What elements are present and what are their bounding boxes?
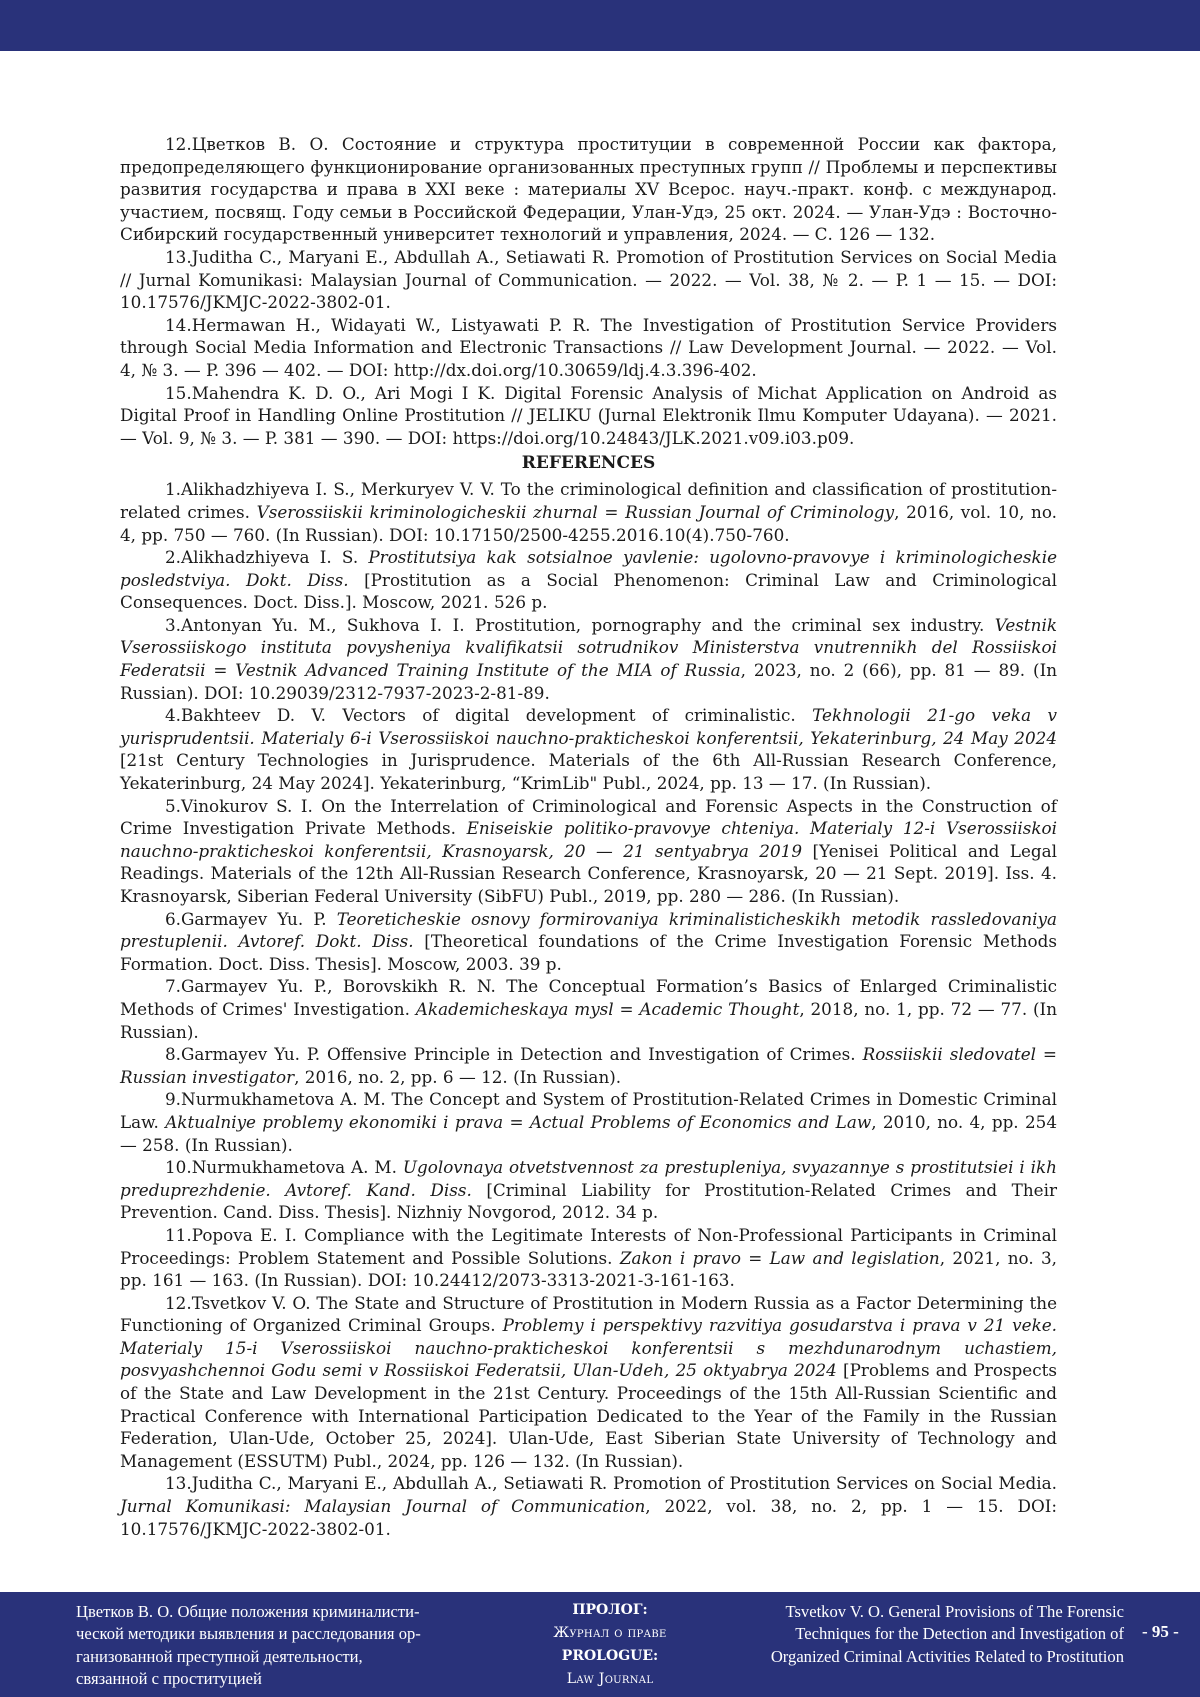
- references-heading: REFERENCES: [521, 453, 656, 474]
- footer-article-title-en: [700, 1601, 1124, 1668]
- reference-entry: [120, 133, 1057, 246]
- page-footer: [0, 1592, 1200, 1697]
- reference-text: Hermawan H., Widayati W., Listyawati P. R. The Investigation of Prostitution Service Providers through Social Media Information and Electronic Transactions // Law Development Journal. — 2022. — Vol. 4, № 3. — P. 396 — 402. — DOI: http://dx.doi.org/10.30659/ldj.4.3.396-402.: [120, 314, 1057, 380]
- reference-entry: [120, 795, 1057, 908]
- russian-reference-list: [120, 133, 1057, 449]
- reference-source-title: Jurnal Komunikasi: Malaysian Journal of Communication: [120, 1496, 646, 1517]
- english-reference-list: [120, 478, 1057, 1540]
- reference-entry: [120, 975, 1057, 1043]
- reference-text: Tsvetkov V. O. The State and Structure of Prostitution in Modern Russia as a Factor Determining the Functioning of Organized Criminal Groups.: [120, 1292, 1057, 1336]
- reference-source-title: Eniseiskie politiko-pravovye chteniya. Materialy 12-i Vserossiiskoi nauchno-prakticheskoi konferentsii, Krasnoyarsk, 20 — 21 sentyabrya 2019: [120, 818, 1058, 861]
- reference-number: 1.: [165, 479, 182, 500]
- reference-source-title: Zakon i pravo = Law and legislation: [619, 1247, 940, 1268]
- reference-number: 6.: [165, 908, 182, 929]
- reference-source-title: Prostitutsiya kak sotsialnoe yavlenie: ugolovno-pravovye i kriminologicheskie posledstviya. Dokt. Diss.: [120, 547, 1057, 590]
- reference-source-title: Teoreticheskie osnovy formirovaniya kriminalisticheskikh metodik rassledovaniya prestuplenii. Avtoref. Dokt. Diss.: [120, 908, 1057, 952]
- reference-number: 5.: [165, 795, 182, 816]
- reference-number: 12.: [165, 134, 192, 154]
- page-number: - 95 -: [1142, 1622, 1179, 1641]
- reference-entry: [120, 908, 1057, 976]
- reference-source-title: Tekhnologii 21-go veka v yurisprudentsii. Materialy 6-i Vserossiiskoi nauchno-prakticheskoi konferentsii, Yekaterinburg, 24 May 2024: [120, 705, 1058, 748]
- reference-entry: [120, 382, 1057, 450]
- reference-number: 4.: [165, 705, 182, 726]
- reference-text: Antonyan Yu. M., Sukhova I. I. Prostitution, pornography and the criminal sex industry.: [181, 614, 995, 635]
- footer-left-line: связанной с проституцией: [76, 1669, 262, 1689]
- footer-left-line: ческой методики выявления и расследования ор-: [76, 1624, 421, 1644]
- footer-right-line: Organized Criminal Activities Related to Prostitution: [770, 1646, 1124, 1666]
- reference-details: , 2010, no. 4, pp. 254 — 258. (In Russian).: [120, 1111, 1057, 1155]
- reference-text: Juditha C., Maryani E., Abdullah A., Setiawati R. Promotion of Prostitution Services on Social Media // Jurnal Komunikasi: Malaysian Journal of Communication. — 2022. — Vol. 38, № 2. — P. 1 — 15. — DOI: 10.17576/JKMJC-2022-3802-01.: [120, 246, 1057, 313]
- reference-details: , 2022, vol. 38, no. 2, pp. 1 — 15. DOI: 10.17576/JKMJC-2022-3802-01.: [120, 1496, 1057, 1539]
- reference-text: Juditha C., Maryani E., Abdullah A., Setiawati R. Promotion of Prostitution Services on Social Media.: [191, 1473, 1057, 1494]
- reference-number: 12.: [165, 1292, 192, 1313]
- footer-right-line: Tsvetkov V. O. General Provisions of The Forensic: [785, 1602, 1124, 1621]
- reference-number: 2.: [165, 547, 182, 568]
- reference-details: [21st Century Technologies in Jurisprudence. Materials of the 6th All-Russian Research Conference, Yekaterinburg, 24 May 2024]. Yekaterinburg, “KrimLib" Publ., 2024, pp. 13 — 17. (In Russian).: [120, 750, 1057, 794]
- reference-source-title: Vestnik Vserossiiskogo instituta povysheniya kvalifikatsii sotrudnikov Ministerstva vnutrennikh del Rossiiskoi Federatsii = Vestnik Advanced Training Institute of the MIA of Russia: [120, 614, 1057, 681]
- reference-source-title: Aktualniye problemy ekonomiki i prava = Actual Problems of Economics and Law: [165, 1111, 872, 1132]
- reference-entry: [120, 246, 1057, 314]
- reference-text: Цветков В. О. Состояние и структура проституции в современной России как фактора, предопределяющего функционирование организованных преступных групп // Проблемы и перспективы развития государства и права в XXI веке : материалы XV Всерос. науч.-практ. конф. с международ. участием, посвящ. Году семьи в Российской Федерации, Улан-Удэ, 25 окт. 2024. — Улан-Удэ : Восточно-Сибирский государственный университет технологий и управления, 2024. — С. 126 — 132.: [120, 134, 1057, 245]
- reference-text: Bakhteev D. V. Vectors of digital development of criminalistic.: [181, 705, 813, 726]
- reference-details: , 2023, no. 2 (66), pp. 81 — 89. (In Russian). DOI: 10.29039/2312-7937-2023-2-81-89.: [120, 660, 1058, 703]
- reference-number: 10.: [165, 1157, 192, 1178]
- reference-number: 9.: [165, 1089, 182, 1110]
- journal-subtitle-ru: Журнал о праве: [553, 1625, 667, 1641]
- reference-source-title: Ugolovnaya otvetstvennost za prestupleniya, svyazannye s prostitutsiei i ikh preduprezhdenie. Avtoref. Kand. Diss.: [120, 1157, 1057, 1200]
- reference-entry: [120, 1156, 1057, 1224]
- reference-details: , 2016, no. 2, pp. 6 — 12. (In Russian).: [294, 1066, 622, 1087]
- reference-details: [Problems and Prospects of the State and Law Development in the 21st Century. Proceedings of the 15th All-Russian Scientific and Practical Conference with International Participation Dedicated to the Year of the Family in the Russian Federation, Ulan-Ude, October 25, 2024]. Ulan-Ude, East Siberian State University of Technology and Management (ESSUTM) Publ., 2024, pp. 126 — 132. (In Russian).: [120, 1360, 1057, 1471]
- footer-article-title-ru: [76, 1601, 476, 1691]
- reference-text: Alikhadzhiyeva I. S., Merkuryev V. V. To the criminological definition and classification of prostitution-related crimes.: [120, 479, 1057, 522]
- reference-source-title: Akademicheskaya mysl = Academic Thought: [415, 998, 800, 1019]
- reference-source-title: Vserossiiskii kriminologicheskii zhurnal = Russian Journal of Criminology: [256, 501, 895, 522]
- footer-right-line: Techniques for the Detection and Investigation of: [795, 1624, 1124, 1644]
- reference-number: 11.: [165, 1224, 192, 1245]
- reference-text: Garmayev Yu. P.: [181, 908, 337, 929]
- reference-entry: [120, 1292, 1057, 1473]
- reference-text: Popova E. I. Compliance with the Legitimate Interests of Non-Professional Participants in Criminal Proceedings: Problem Statement and Possible Solutions.: [120, 1224, 1057, 1268]
- reference-entry: [120, 1224, 1057, 1292]
- reference-text: Nurmukhametova A. M. The Concept and System of Prostitution-Related Crimes in Domestic Criminal Law.: [120, 1089, 1057, 1132]
- page-body: [120, 133, 1057, 1540]
- footer-left-line: Цветков В. О. Общие положения криминалисти-: [76, 1602, 420, 1621]
- reference-details: [Prostitution as a Social Phenomenon: Criminal Law and Criminological Consequences. Doct. Diss.]. Moscow, 2021. 526 p.: [120, 569, 1058, 613]
- top-banner: [0, 0, 1200, 51]
- reference-entry: [120, 1088, 1057, 1156]
- reference-number: 8.: [165, 1044, 182, 1065]
- reference-number: 15.: [165, 382, 192, 403]
- reference-source-title: Rossiiskii sledovatel = Russian investigator: [120, 1044, 1057, 1087]
- journal-name: [490, 1599, 730, 1691]
- reference-number: 14.: [165, 314, 192, 335]
- reference-text: Nurmukhametova A. M.: [191, 1157, 403, 1178]
- reference-entry: [120, 546, 1057, 614]
- journal-title-en: PROLOGUE:: [561, 1648, 659, 1664]
- journal-title-ru: ПРОЛОГ:: [572, 1602, 648, 1618]
- reference-number: 13.: [165, 1473, 192, 1494]
- reference-entry: [120, 1472, 1057, 1540]
- journal-subtitle-en: Law Journal: [566, 1671, 654, 1687]
- reference-source-title: Problemy i perspektivy razvitiya gosudarstva i prava v 21 veke. Materialy 15-i Vserossiiskoi nauchno-prakticheskoi konferentsii s mezhdunarodnym uchastiem, posvyashchennoi Godu semi v Rossiiskoi Federatsii, Ulan-Udeh, 25 oktyabrya 2024: [120, 1315, 1058, 1381]
- reference-details: [Criminal Liability for Prostitution-Related Crimes and Their Prevention. Cand. Diss. Thesis]. Nizhniy Novgorod, 2012. 34 p.: [120, 1179, 1058, 1223]
- reference-entry: [120, 614, 1057, 704]
- reference-number: 7.: [165, 976, 182, 997]
- reference-text: Garmayev Yu. P., Borovskikh R. N. The Conceptual Formation’s Basics of Enlarged Criminalistic Methods of Crimes' Investigation.: [120, 976, 1057, 1019]
- reference-details: , 2021, no. 3, pp. 161 — 163. (In Russian). DOI: 10.24412/2073-3313-2021-3-161-163.: [120, 1247, 1058, 1291]
- reference-entry: [120, 1043, 1057, 1088]
- footer-left-line: ганизованной преступной деятельности,: [76, 1646, 363, 1666]
- reference-details: [Yenisei Political and Legal Readings. Materials of the 12th All-Russian Research Conference, Krasnoyarsk, 20 — 21 Sept. 2019]. Iss. 4. Krasnoyarsk, Siberian Federal University (SibFU) Publ., 2019, pp. 280 — 286. (In Russian).: [120, 840, 1057, 906]
- reference-details: , 2018, no. 1, pp. 72 — 77. (In Russian).: [120, 998, 1057, 1042]
- reference-number: 13.: [165, 246, 192, 267]
- reference-number: 3.: [165, 614, 182, 635]
- reference-text: Vinokurov S. I. On the Interrelation of Criminological and Forensic Aspects in the Construction of Crime Investigation Private Methods.: [120, 795, 1057, 839]
- reference-entry: [120, 704, 1057, 794]
- reference-details: , 2016, vol. 10, no. 4, pp. 750 — 760. (In Russian). DOI: 10.17150/2500-4255.2016.10(4).750-760.: [120, 501, 1057, 545]
- reference-text: Mahendra K. D. O., Ari Mogi I K. Digital Forensic Analysis of Michat Application on Android as Digital Proof in Handling Online Prostitution // JELIKU (Jurnal Elektronik Ilmu Komputer Udayana). — 2021. — Vol. 9, № 3. — P. 381 — 390. — DOI: https://doi.org/10.24843/JLK.2021.v09.i03.p09.: [120, 382, 1057, 448]
- reference-entry: [120, 314, 1057, 382]
- reference-details: [Theoretical foundations of the Crime Investigation Forensic Methods Formation. Doct. Diss. Thesis]. Moscow, 2003. 39 p.: [120, 931, 1057, 974]
- reference-text: Alikhadzhiyeva I. S.: [181, 547, 369, 568]
- reference-text: Garmayev Yu. P. Offensive Principle in Detection and Investigation of Crimes.: [181, 1044, 863, 1065]
- reference-entry: [120, 478, 1057, 546]
